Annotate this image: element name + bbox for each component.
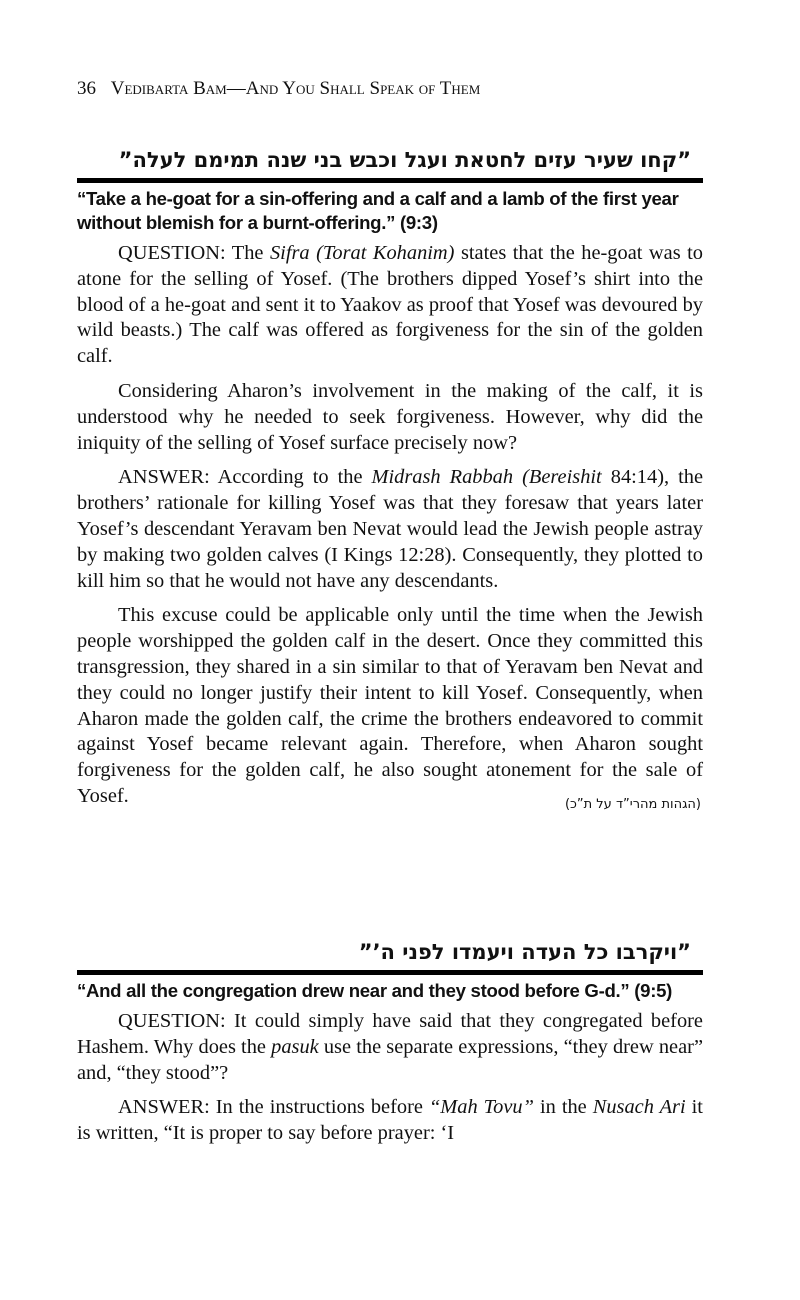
- answer-paragraph: [77, 465, 703, 594]
- text-run: This excuse could be applicable only until the time when the Jewish people worshipped the golden calf in the desert. Once they committed this transgression, they shared in a sin similar to that of Yeravam ben Nevat and they could no longer justify their intent to kill Yosef. Consequently, when Aharon made the golden calf, the crime the brothers endeavored to commit against Yosef became relevant again. Therefore, when Aharon sought forgiveness for the golden calf, he also sought atonement for the sale of Yosef.: [77, 604, 703, 807]
- source-citation: (הגהות מהרי”ד על ת”כ): [564, 796, 701, 812]
- text-run: ANSWER: In the instructions before: [118, 1096, 429, 1119]
- page-number: 36: [77, 78, 96, 99]
- body-paragraph: [77, 379, 703, 456]
- running-head-title: Vedibarta Bam—And You Shall Speak of Them: [110, 78, 481, 99]
- italic-term: “Mah Tovu”: [428, 1096, 534, 1119]
- text-run: use the separate expressions, “they drew near” and, “they stood”?: [77, 1035, 703, 1084]
- running-head: [77, 78, 480, 100]
- text-run: QUESTION: It could simply have said that they congregated before Hashem. Why does the: [77, 1010, 703, 1058]
- text-run: Considering Aharon’s involvement in the making of the calf, it is understood why he needed to seek forgiveness. However, why did the iniquity of the selling of Yosef surface precisely now?: [77, 379, 703, 454]
- english-verse: “And all the congregation drew near and they stood before G-d.” (9:5): [77, 980, 673, 1001]
- question-paragraph: [77, 1009, 703, 1086]
- italic-term: Sifra (Torat Kohanim): [269, 242, 455, 264]
- english-verse: “Take a he-goat for a sin-offering and a calf and a lamb of the first year without blemish for a burnt-offering.” (9:3): [77, 188, 679, 233]
- text-run: states that the he-goat was to atone for the selling of Yosef. (The brothers dipped Yosef’s shirt into the blood of a he-goat and sent it to Yaakov as proof that Yosef was devoured by wild beasts.) The calf was offered as forgiveness for the sin of the golden calf.: [77, 242, 703, 368]
- text-run: it is written, “It is proper to say before prayer: ‘I: [77, 1096, 703, 1145]
- heading-rule: [77, 178, 703, 183]
- answer-paragraph: [77, 1095, 703, 1147]
- italic-term: Midrash Rabbah (Bereishit: [371, 466, 602, 489]
- italic-term: pasuk: [271, 1035, 319, 1058]
- text-run: 84:14), the brothers’ rationale for killing Yosef was that they foresaw that years later Yosef’s descendant Yeravam ben Nevat would lead the Jewish people astray by making two golden calves (I Kings 12:28). Consequently, they plotted to kill him so that he would not have any descendants.: [77, 466, 703, 592]
- section-verse-9-3: [77, 147, 703, 818]
- italic-term: Nusach Ari: [592, 1096, 686, 1119]
- hebrew-verse-heading: ”קחו שעיר עזים לחטאת ועגל וכבש בני שנה תמימם לעלה”: [118, 148, 691, 172]
- body-paragraph: [77, 603, 703, 812]
- text-run: ANSWER: According to the: [118, 466, 372, 489]
- text-run: in the: [533, 1096, 593, 1119]
- text-run: QUESTION: The: [118, 242, 270, 264]
- heading-rule: [77, 970, 703, 975]
- section-verse-9-5: [77, 939, 703, 1147]
- question-paragraph: [77, 241, 703, 370]
- hebrew-verse-heading: ”ויקרבו כל העדה ויעמדו לפני ה’”: [358, 940, 691, 964]
